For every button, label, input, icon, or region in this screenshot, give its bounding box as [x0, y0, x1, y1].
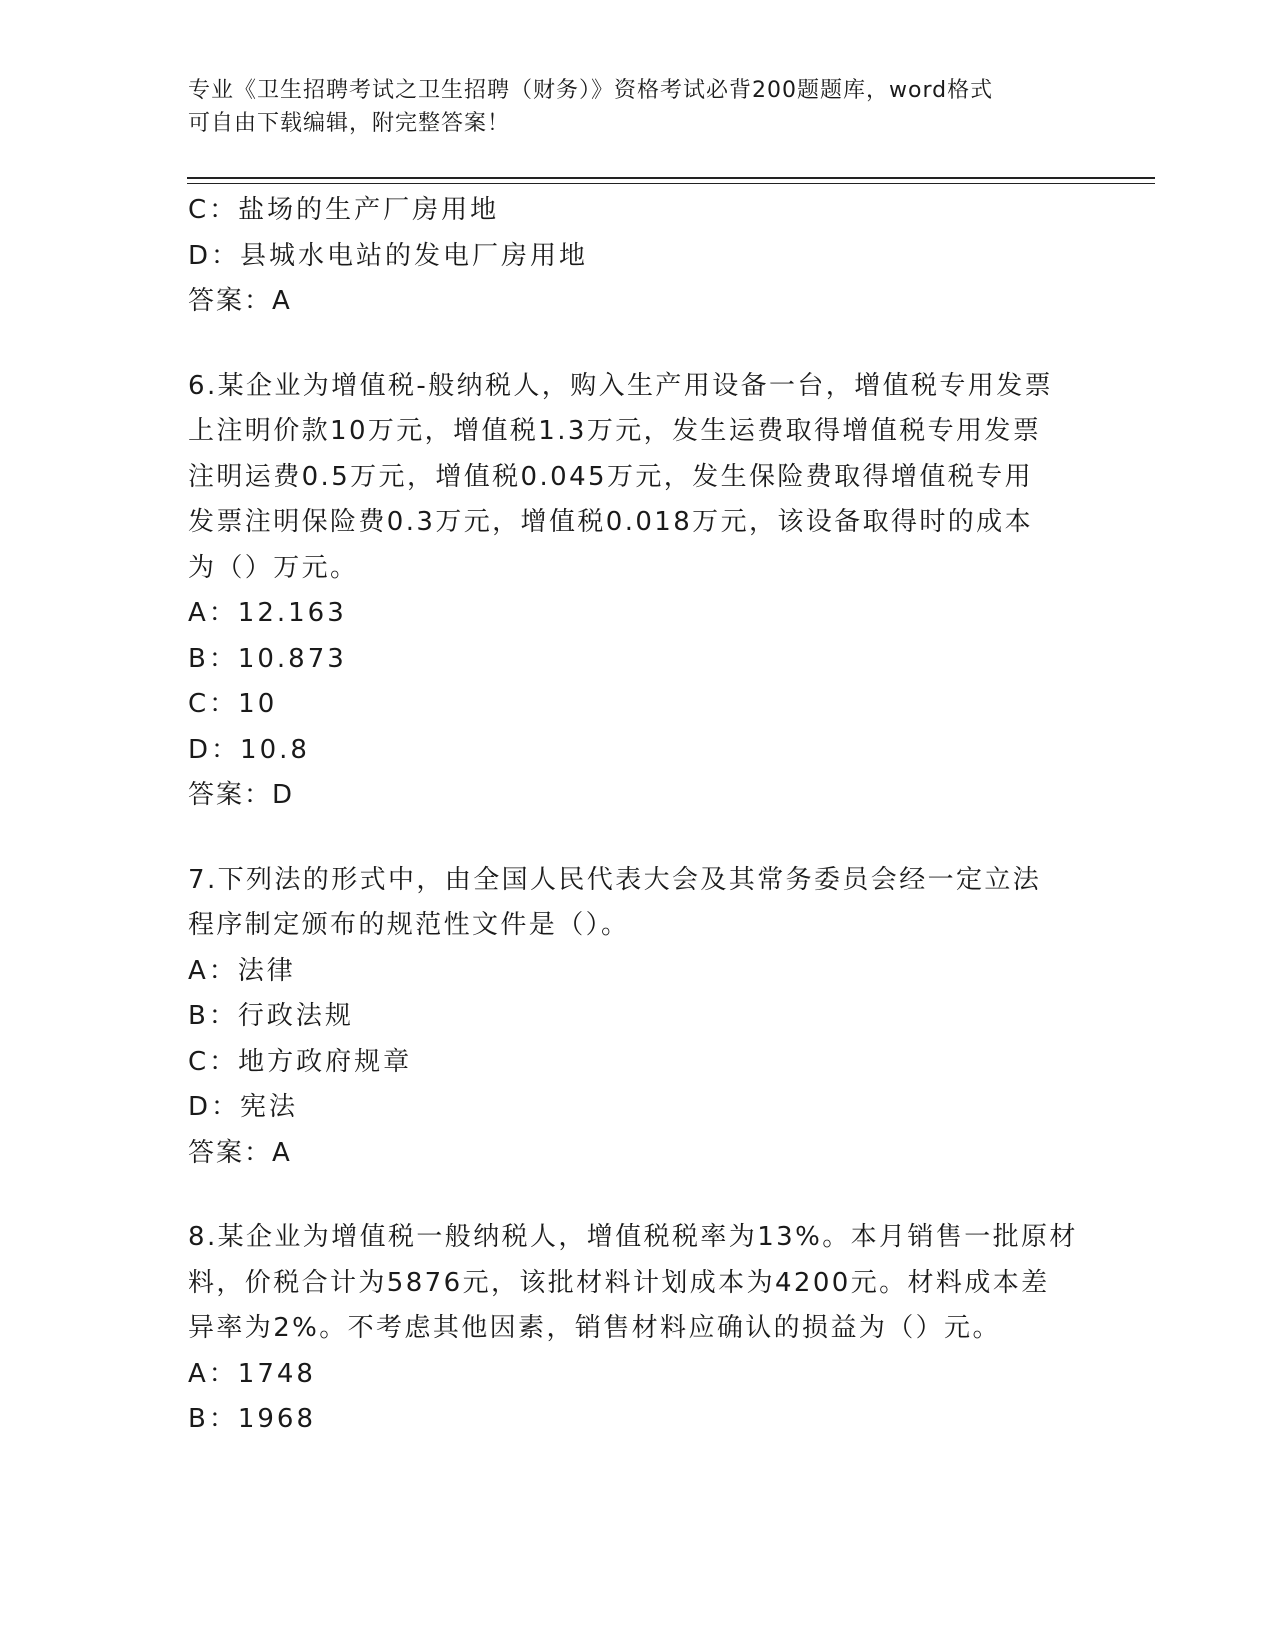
header-line-1: 专业《卫生招聘考试之卫生招聘（财务）》资格考试必背200题题库，word格式: [188, 78, 994, 103]
question-spacer: [188, 819, 1088, 858]
option-b: B：1968: [188, 1404, 317, 1434]
option-a: A：法律: [188, 955, 296, 986]
stem-line: 发票注明保险费0.3万元，增值税0.018万元，该设备取得时的成本: [188, 507, 1033, 537]
question-stem: [188, 1215, 1088, 1352]
stem-line: 上注明价款10万元，增值税1.3万元，发生运费取得增值税专用发票: [188, 416, 1042, 446]
option-a: A：12.163: [188, 598, 347, 628]
option-d: D：宪法: [188, 1092, 299, 1122]
document-header: [188, 74, 1088, 140]
answer-line: 答案：D: [188, 780, 295, 810]
stem-line: 6.某企业为增值税-般纳税人，购入生产用设备一台，增值税专用发票: [188, 370, 1053, 401]
question-stem: [188, 858, 1088, 949]
option-d: D：10.8: [188, 734, 310, 765]
header-divider-thin: [187, 183, 1155, 184]
question-stem: [188, 364, 1088, 592]
option-c: C：10: [188, 689, 278, 719]
question-6: [188, 364, 1088, 819]
question-8: [188, 1215, 1088, 1443]
stem-line: 注明运费0.5万元，增值税0.045万元，发生保险费取得增值税专用: [188, 461, 1033, 492]
option-b: B：10.873: [188, 643, 347, 674]
header-line-2: 可自由下载编辑，附完整答案！: [188, 111, 511, 136]
question-list: [188, 188, 1088, 1443]
option-d: D：县城水电站的发电厂房用地: [188, 240, 589, 271]
header-divider-thick: [187, 177, 1155, 179]
option-c: C：盐场的生产厂房用地: [188, 195, 500, 225]
question-spacer: [188, 1176, 1088, 1215]
question-spacer: [188, 325, 1088, 364]
option-c: C：地方政府规章: [188, 1046, 413, 1077]
option-a: A：1748: [188, 1358, 316, 1389]
stem-line: 程序制定颁布的规范性文件是（）。: [188, 910, 630, 940]
answer-line: 答案：A: [188, 1137, 292, 1168]
option-b: B：行政法规: [188, 1001, 354, 1031]
question-7: [188, 858, 1088, 1177]
answer-line: 答案：A: [188, 286, 292, 316]
question-5-tail: [188, 188, 1088, 325]
stem-line: 8.某企业为增值税一般纳税人，增值税税率为13%。本月销售一批原材: [188, 1222, 1078, 1252]
stem-line: 料，价税合计为5876元，该批材料计划成本为4200元。材料成本差: [188, 1267, 1050, 1298]
stem-line: 为（）万元。: [188, 552, 359, 583]
stem-line: 7.下列法的形式中，由全国人民代表大会及其常务委员会经一定立法: [188, 864, 1042, 895]
stem-line: 异率为2%。不考虑其他因素，销售材料应确认的损益为（）元。: [188, 1313, 1001, 1343]
